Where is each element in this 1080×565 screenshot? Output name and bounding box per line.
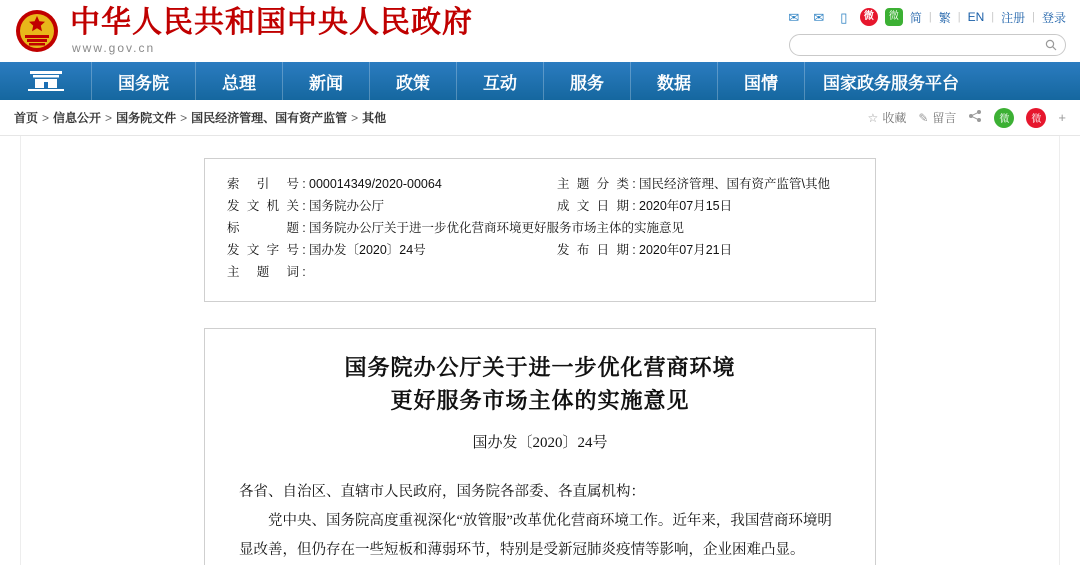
nav-item-zongli[interactable]: 总理 bbox=[196, 62, 283, 100]
wechat-icon[interactable]: 微 bbox=[885, 8, 903, 26]
meta-issuer: 发文机关 : 国务院办公厅 bbox=[227, 195, 557, 217]
breadcrumb-separator: > bbox=[105, 110, 113, 125]
more-share-action[interactable]: + bbox=[1058, 110, 1066, 125]
meta-publish-date-value: 2020年07月21日 bbox=[639, 243, 733, 257]
message-icon[interactable]: ✉ bbox=[813, 9, 825, 25]
share-action[interactable] bbox=[968, 109, 982, 126]
meta-issuer-label: 发文机关 bbox=[227, 199, 299, 213]
breadcrumb-item-state-council-docs[interactable]: 国务院文件 bbox=[116, 111, 177, 125]
meta-index-value: 000014349/2020-00064 bbox=[309, 177, 442, 191]
meta-index-label: 索引号 bbox=[227, 177, 299, 191]
divider: | bbox=[957, 11, 961, 23]
nav-item-guowuyuan[interactable]: 国务院 bbox=[92, 62, 196, 100]
breadcrumb-item-economy-category[interactable]: 国民经济管理、国有资产监管 bbox=[191, 111, 348, 125]
share-icon bbox=[968, 109, 982, 126]
weibo-icon[interactable]: 微 bbox=[860, 8, 878, 26]
register-link[interactable]: 注册 bbox=[1001, 10, 1026, 25]
star-icon: ☆ bbox=[867, 110, 879, 125]
lang-english-link[interactable]: EN bbox=[967, 10, 985, 24]
document-title-line-2: 更好服务市场主体的实施意见 bbox=[390, 388, 690, 413]
table-row bbox=[227, 239, 853, 261]
site-url: www.gov.cn bbox=[72, 41, 156, 56]
nav-item-hudong[interactable]: 互动 bbox=[457, 62, 544, 100]
nav-item-xinwen[interactable]: 新闻 bbox=[283, 62, 370, 100]
weibo-share-action[interactable]: 微 bbox=[1026, 108, 1046, 128]
meta-title: 标 题 : 国务院办公厅关于进一步优化营商环境更好服务市场主体的实施意见 bbox=[227, 217, 684, 239]
table-row bbox=[227, 173, 853, 195]
comment-label: 留言 bbox=[932, 111, 957, 125]
page-title bbox=[239, 351, 841, 417]
login-link[interactable]: 登录 bbox=[1041, 10, 1066, 25]
document-container bbox=[20, 136, 1060, 565]
national-emblem-icon bbox=[14, 8, 60, 54]
gate-tower-icon bbox=[26, 66, 66, 97]
document-paragraph-2: 党中央、国务院高度重视深化“放管服”改革优化营商环境工作。近年来，我国营商环境明显改善，但仍存在一些短板和薄弱环节，特别是受新冠肺炎疫情等影响，企业困难凸显。 bbox=[239, 513, 832, 558]
meta-doc-number: 发文字号 : 国办发〔2020〕24号 bbox=[227, 239, 557, 261]
search-icon[interactable] bbox=[1045, 39, 1057, 51]
nav-item-guoqing[interactable]: 国情 bbox=[718, 62, 805, 100]
breadcrumb-separator: > bbox=[351, 110, 359, 125]
header-right bbox=[646, 6, 1066, 56]
wechat-share-action[interactable]: 微 bbox=[994, 108, 1014, 128]
lang-traditional-link[interactable]: 繁 bbox=[938, 10, 951, 25]
meta-written-date-label: 成文日期 bbox=[557, 199, 629, 213]
nav-item-government-service-platform[interactable]: 国家政务服务平台 bbox=[823, 73, 959, 93]
nav-item-fuwu[interactable]: 服务 bbox=[544, 62, 631, 100]
breadcrumb-separator: > bbox=[180, 110, 188, 125]
document-number: 国办发〔2020〕24号 bbox=[472, 435, 608, 451]
meta-publish-date: 发布日期 : 2020年07月21日 bbox=[557, 239, 732, 261]
document-body bbox=[239, 478, 841, 565]
nav-item-zhengce[interactable]: 政策 bbox=[370, 62, 457, 100]
table-row bbox=[227, 261, 853, 283]
table-row bbox=[227, 217, 853, 239]
meta-publish-date-label: 发布日期 bbox=[557, 243, 629, 257]
favorite-label: 收藏 bbox=[882, 111, 907, 125]
meta-category-label: 主题分类 bbox=[557, 177, 629, 191]
document-body-box bbox=[204, 328, 876, 565]
search-bar[interactable] bbox=[789, 34, 1066, 56]
mobile-icon[interactable]: ▯ bbox=[840, 9, 848, 25]
search-input[interactable] bbox=[798, 38, 1045, 52]
header-icon-row bbox=[785, 6, 1066, 28]
divider: | bbox=[991, 11, 995, 23]
meta-issuer-value: 国务院办公厅 bbox=[309, 199, 385, 213]
table-row bbox=[227, 195, 853, 217]
meta-category-value: 国民经济管理、国有资产监管\其他 bbox=[639, 177, 830, 191]
meta-category: 主题分类 : 国民经济管理、国有资产监管\其他 bbox=[557, 173, 830, 195]
breadcrumb-item-info-disclosure[interactable]: 信息公开 bbox=[53, 111, 102, 125]
meta-written-date: 成文日期 : 2020年07月15日 bbox=[557, 195, 732, 217]
document-paragraph-1: 各省、自治区、直辖市人民政府，国务院各部委、各直属机构： bbox=[239, 484, 645, 500]
meta-keywords: 主 题 词 : bbox=[227, 261, 309, 283]
breadcrumb-actions bbox=[868, 108, 1066, 128]
divider: | bbox=[1032, 11, 1035, 23]
lang-simplified-link[interactable]: 简 bbox=[909, 10, 922, 25]
meta-doc-number-value: 国办发〔2020〕24号 bbox=[309, 243, 426, 257]
breadcrumb-item-home[interactable]: 首页 bbox=[14, 111, 39, 125]
breadcrumb bbox=[0, 100, 1080, 136]
nav-home-button[interactable] bbox=[0, 62, 92, 100]
mail-icon[interactable]: ✉ bbox=[788, 9, 800, 25]
meta-written-date-value: 2020年07月15日 bbox=[639, 199, 733, 213]
pencil-icon: ✎ bbox=[918, 110, 929, 125]
breadcrumb-item-other[interactable]: 其他 bbox=[362, 111, 387, 125]
comment-action[interactable] bbox=[918, 109, 956, 126]
meta-index: 索引号 : 000014349/2020-00064 bbox=[227, 173, 557, 195]
document-meta-table bbox=[204, 158, 876, 302]
nav-item-shuju[interactable]: 数据 bbox=[631, 62, 718, 100]
site-header bbox=[0, 0, 1080, 62]
meta-doc-number-label: 发文字号 bbox=[227, 243, 299, 257]
document-title-line-1: 国务院办公厅关于进一步优化营商环境 bbox=[344, 355, 736, 380]
main-nav bbox=[0, 62, 1080, 100]
breadcrumb-separator: > bbox=[42, 110, 50, 125]
meta-title-label: 标 题 bbox=[227, 221, 299, 235]
meta-keywords-label: 主 题 词 bbox=[227, 265, 299, 279]
breadcrumb-list bbox=[14, 109, 386, 126]
page-content bbox=[0, 136, 1080, 565]
divider: | bbox=[928, 11, 932, 23]
site-logo[interactable] bbox=[70, 7, 473, 56]
favorite-action[interactable] bbox=[868, 109, 907, 126]
meta-title-value: 国务院办公厅关于进一步优化营商环境更好服务市场主体的实施意见 bbox=[309, 221, 685, 235]
site-title: 中华人民共和国中央人民政府 bbox=[70, 5, 473, 39]
